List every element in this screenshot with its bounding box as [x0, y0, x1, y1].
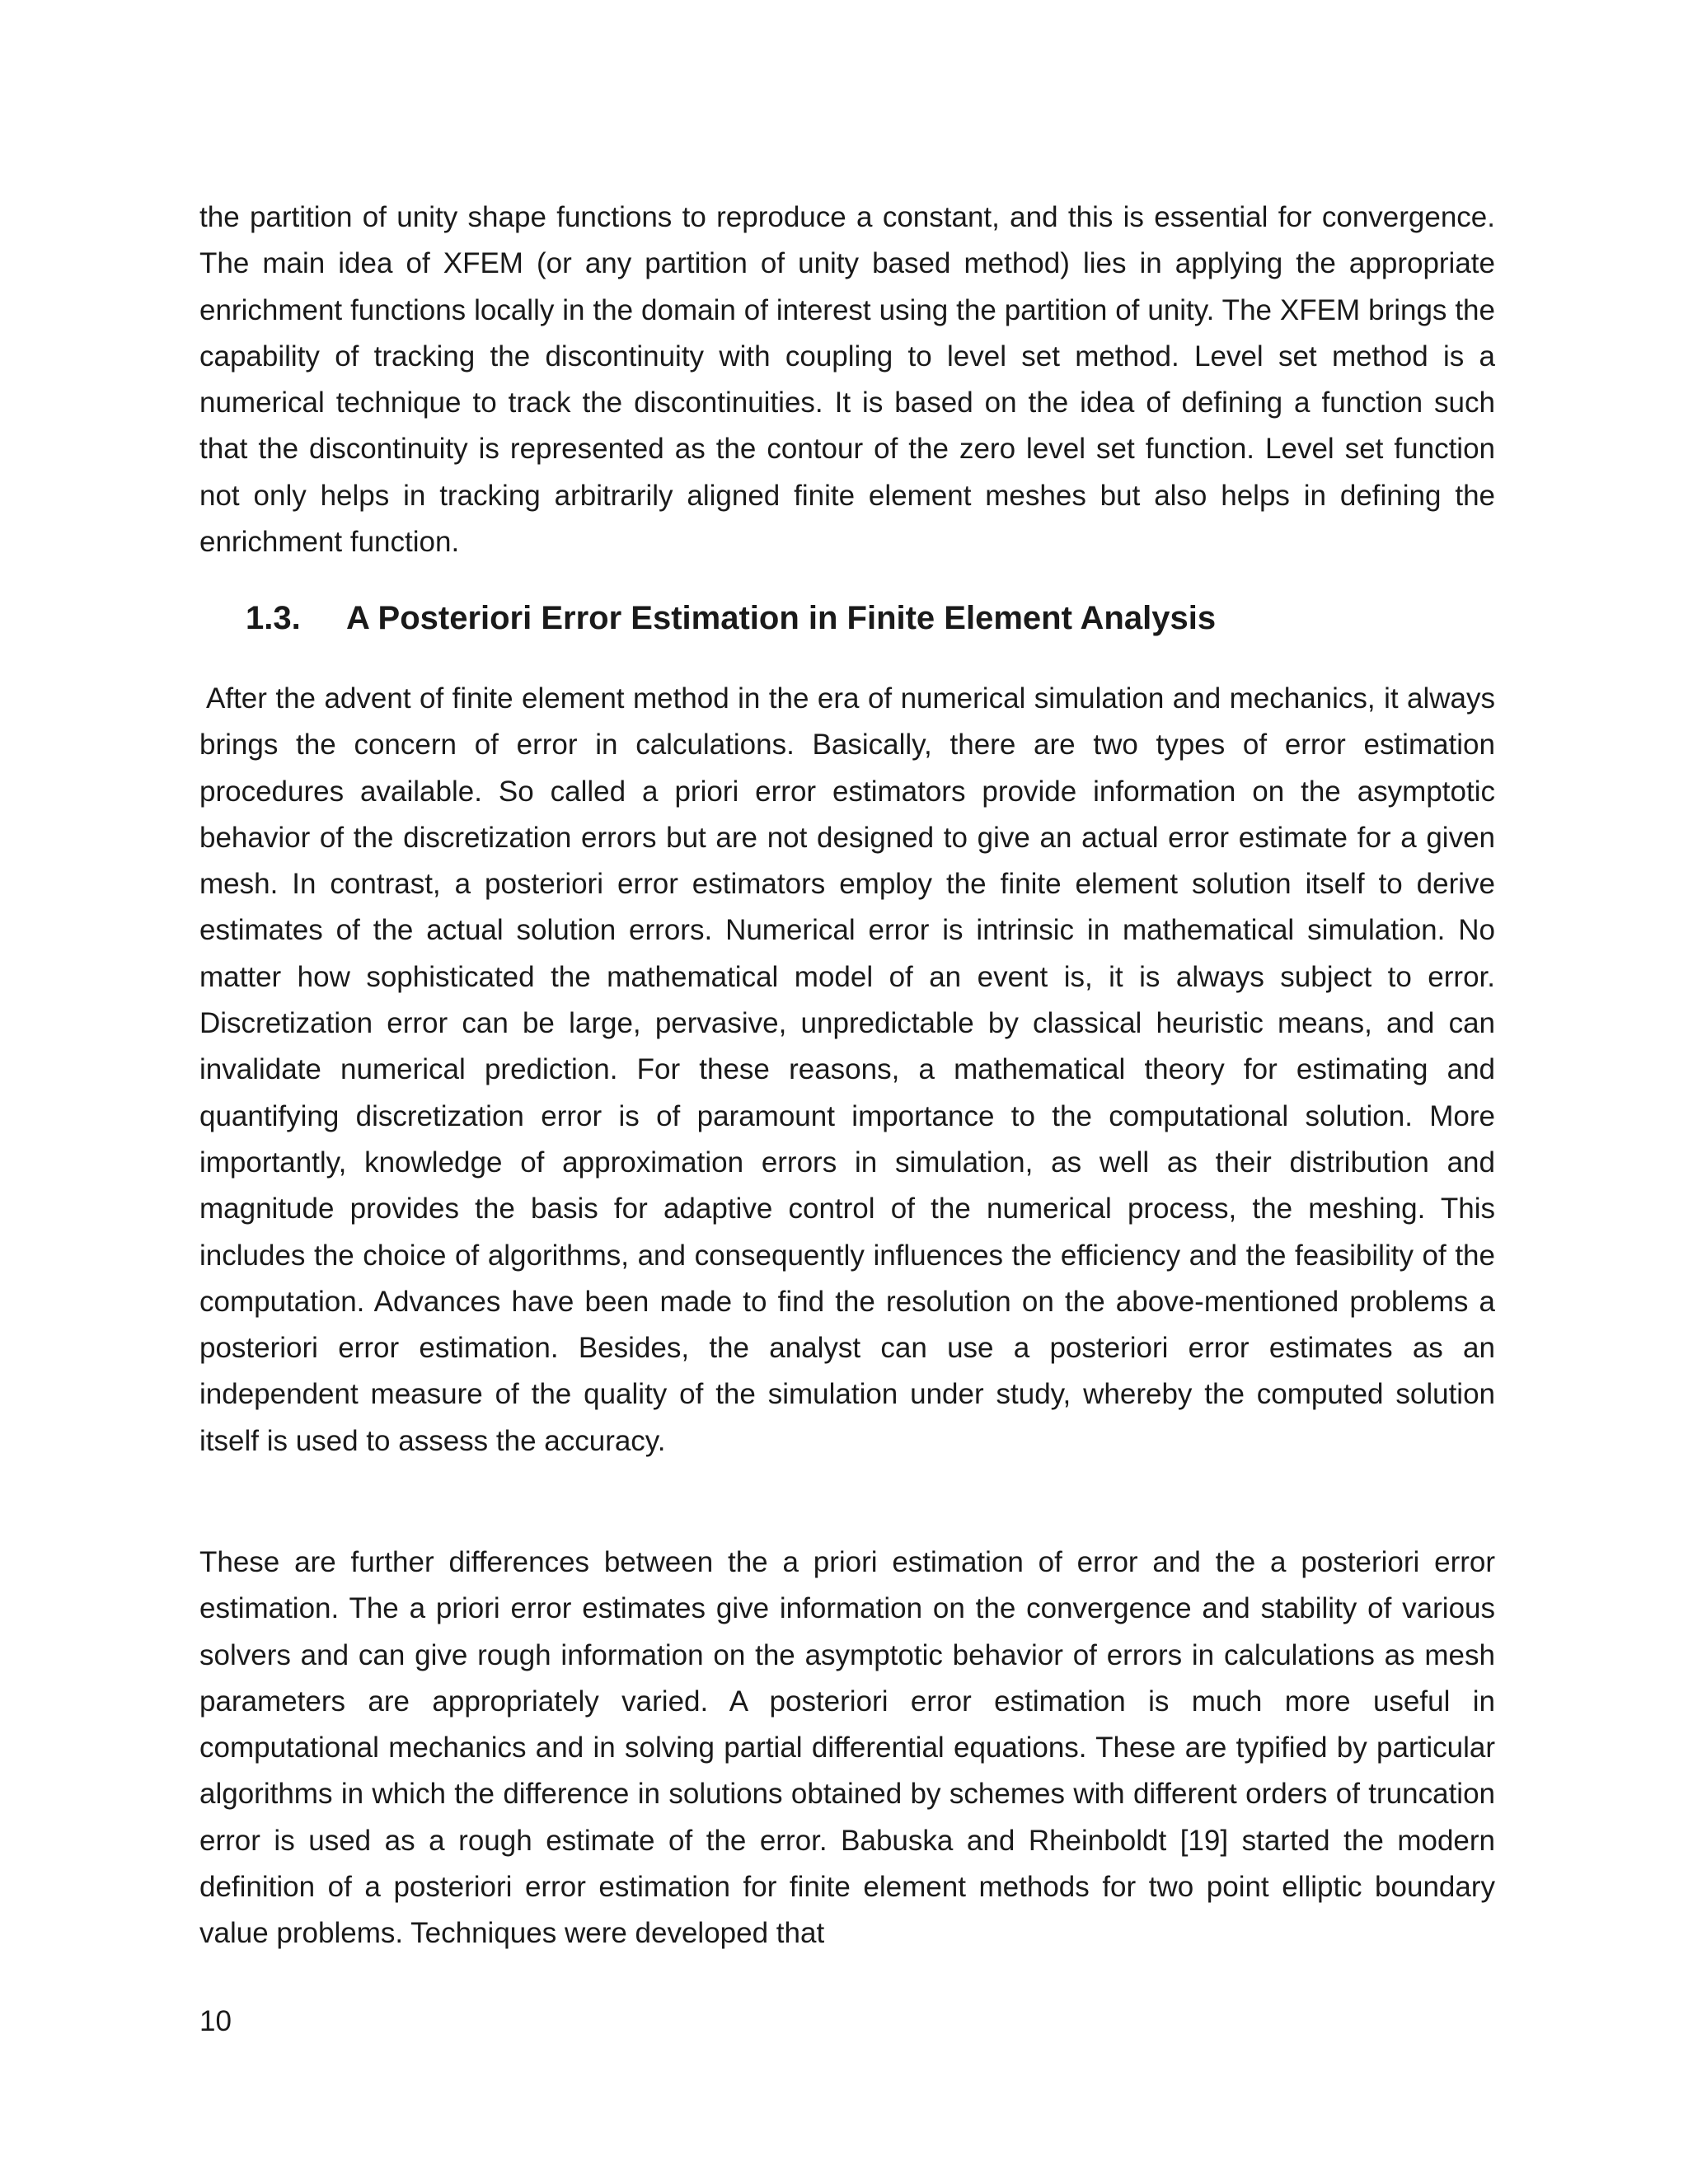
page-number: 10: [199, 2005, 232, 2037]
paragraph-xfem-continuation: the partition of unity shape functions to reproduce a constant, and this is essential for convergence. The main idea of XFEM (or any partition of unity based method) lies in applying the appropriate enrichment functions locally in the domain of interest using the partition of unity. The XFEM brings the capability of tracking the discontinuity with coupling to level set method. Level set method is a numerical technique to track the discontinuities. It is based on the idea of defining a function such that the discontinuity is represented as the contour of the zero level set function. Level set function not only helps in tracking arbitrarily aligned finite element meshes but also helps in defining the enrichment function.: [199, 201, 1495, 559]
paragraph-section-intro: After the advent of finite element method in the era of numerical simulation and mechanics, it always brings the concern of error in calculations. Basically, there are two types of error estimation procedures available. So called a priori error estimators provide information on the asymptotic behavior of the discretization errors but are not designed to give an actual error estimate for a given mesh. In contrast, a posteriori error estimators employ the finite element solution itself to derive estimates of the actual solution errors. Numerical error is intrinsic in mathematical simulation. No matter how sophisticated the mathematical model of an event is, it is always subject to error. Discretization error can be large, pervasive, unpredictable by classical heuristic means, and can invalidate numerical prediction. For these reasons, a mathematical theory for estimating and quantifying discretization error is of paramount importance to the computational solution. More importantly, knowledge of approximation errors in simulation, as well as their distribution and magnitude provides the basis for adaptive control of the numerical process, the meshing. This includes the choice of algorithms, and consequently influences the efficiency and the feasibility of the computation. Advances have been made to find the resolution on the above-mentioned problems a posteriori error estimation. Besides, the analyst can use a posteriori error estimates as an independent measure of the quality of the simulation under study, whereby the computed solution itself is used to assess the accuracy.: [199, 682, 1495, 1457]
paragraph-differences: These are further differences between the a priori estimation of error and the a posteriori error estimation. The a priori error estimates give information on the convergence and stability of various solvers and can give rough information on the asymptotic behavior of errors in calculations as mesh parameters are appropriately varied. A posteriori error estimation is much more useful in computational mechanics and in solving partial differential equations. These are typified by particular algorithms in which the difference in solutions obtained by schemes with different orders of truncation error is used as a rough estimate of the error. Babuska and Rheinboldt [19] started the modern definition of a posteriori error estimation for finite element methods for two point elliptic boundary value problems. Techniques were developed that: [199, 1546, 1495, 1950]
section-number: 1.3.: [246, 600, 301, 636]
section-heading: [246, 595, 1216, 641]
section-title: A Posteriori Error Estimation in Finite Element Analysis: [346, 600, 1217, 636]
